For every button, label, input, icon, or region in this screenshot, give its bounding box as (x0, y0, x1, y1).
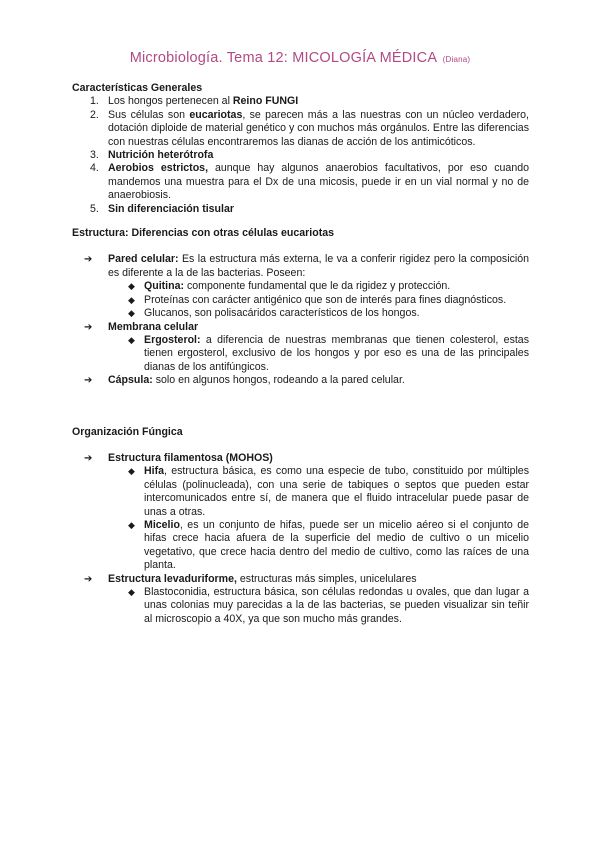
list-item (72, 203, 529, 216)
arrow-icon: ➔ (84, 375, 93, 387)
content (72, 82, 529, 626)
item-bold: Estructura levaduriforme, (108, 572, 237, 585)
organizacion-list (72, 452, 529, 626)
item-bold: Cápsula: (108, 374, 153, 387)
arrow-icon: ➔ (84, 254, 93, 266)
section-heading-caracteristicas: Características Generales (72, 82, 203, 94)
pared-sublist (108, 280, 529, 320)
list-item (72, 109, 529, 149)
item-number: 2. (90, 108, 99, 121)
item-text: aunque hay algunos anaerobios facultativos, por eso cuando mandemos una muestra para el Dx de una micosis, puede ir en un vial normal y no de anaerobiosis. (108, 162, 529, 202)
sub-text: , estructura básica, es como una especie de tubo, constituido por múltiples células (polinucleada), con una serie de tabiques o septos que pueden estar intercomunicados entre sí, de manera que el fluido intracelular puede pasar de unas a otras. (144, 465, 529, 518)
section-heading-organizacion: Organización Fúngica (72, 425, 183, 438)
sub-item (108, 280, 529, 293)
item-bold: Estructura filamentosa (MOHOS) (108, 451, 273, 464)
levaduriforme-sublist (108, 586, 529, 626)
item-number: 1. (90, 95, 99, 108)
item-bold: eucariotas (189, 108, 243, 121)
list-item-membrana (72, 321, 529, 375)
sub-text: , es un conjunto de hifas, puede ser un micelio aéreo si el conjunto de hifas crece hacia afuera de la superficie del medio de cultivo o un micelio vegetativo, que crece hacia dentro del medio de cultivo, como las raíces de una planta. (144, 518, 529, 572)
item-text: Los hongos pertenecen al (108, 95, 233, 108)
item-bold: Membrana celular (108, 320, 199, 333)
item-bold: Sin diferenciación tisular (108, 202, 234, 215)
diamond-bullet-icon: ◆ (128, 294, 135, 305)
section-heading-estructura: Estructura: Diferencias con otras células eucariotas (72, 227, 335, 240)
item-text: solo en algunos hongos, rodeando a la pared celular. (152, 374, 405, 387)
sub-item (108, 586, 529, 626)
caracteristicas-list (72, 95, 529, 216)
diamond-bullet-icon: ◆ (128, 334, 135, 345)
list-item-filamentosa (72, 452, 529, 573)
membrana-sublist (108, 334, 529, 374)
item-text: Sus células son (108, 108, 190, 121)
item-text: , se parecen más a las nuestras con un núcleo verdadero, dotación diploide de material genético y con muchos más orgánulos. Entre las diferencias con nuestras células encontraremos las dianas de acción de los antimicóticos. (108, 108, 529, 148)
sub-bold: Hifa (144, 465, 165, 478)
diamond-bullet-icon: ◆ (128, 308, 135, 319)
item-number: 5. (90, 202, 99, 215)
list-item-pared (72, 253, 529, 320)
list-item (72, 149, 529, 162)
list-item (72, 95, 529, 108)
sub-text: Proteínas con carácter antigénico que son de interés para fines diagnósticos. (144, 293, 507, 306)
item-bold: Nutrición heterótrofa (108, 149, 214, 162)
sub-bold: Ergosterol: (144, 333, 201, 346)
item-text: Es la estructura más externa, le va a conferir rigidez pero la composición es diferente a la de las bacterias. Poseen: (108, 253, 530, 279)
estructura-list (72, 253, 529, 387)
title-text: Microbiología. Tema 12: MICOLOGÍA MÉDICA (129, 50, 437, 66)
sub-bold: Quitina: (144, 280, 185, 293)
arrow-icon: ➔ (84, 573, 93, 585)
sub-item (108, 294, 529, 307)
item-number: 4. (90, 162, 99, 175)
arrow-icon: ➔ (84, 321, 93, 333)
item-bold: Reino FUNGI (232, 95, 299, 108)
diamond-bullet-icon: ◆ (128, 519, 135, 530)
item-text: estructuras más simples, unicelulares (236, 572, 417, 585)
item-bold: Pared celular: (108, 253, 179, 266)
list-item-levaduriforme (72, 573, 529, 627)
sub-bold: Micelio (144, 518, 180, 531)
item-bold: Aerobios estrictos, (108, 162, 209, 175)
list-item (72, 162, 529, 202)
list-item-capsula (72, 374, 529, 387)
author-tag: (Diana) (442, 55, 471, 64)
sub-item (108, 334, 529, 374)
sub-item (108, 307, 529, 320)
sub-item (108, 519, 529, 573)
sub-text: Blastoconidia, estructura básica, son células redondas u ovales, que dan lugar a unas colonias muy parecidas a la de las bacterias, se pueden visualizar sin teñir al microscopio a 40X, ya que son mucho más grandes. (144, 586, 529, 625)
arrow-icon: ➔ (84, 452, 93, 464)
sub-text: a diferencia de nuestras membranas que tienen colesterol, estas tienen ergosterol, exclusivo de los hongos y por eso es una de las principales dianas de los antifúngicos. (144, 333, 529, 373)
page-title (0, 50, 600, 66)
sub-text: Glucanos, son polisacáridos característicos de los hongos. (144, 307, 420, 320)
sub-item (108, 465, 529, 519)
sub-text: componente fundamental que le da rigidez y protección. (184, 280, 451, 293)
diamond-bullet-icon: ◆ (128, 281, 135, 292)
filamentosa-sublist (108, 465, 529, 572)
diamond-bullet-icon: ◆ (128, 466, 135, 477)
diamond-bullet-icon: ◆ (128, 587, 135, 597)
item-number: 3. (90, 149, 99, 162)
